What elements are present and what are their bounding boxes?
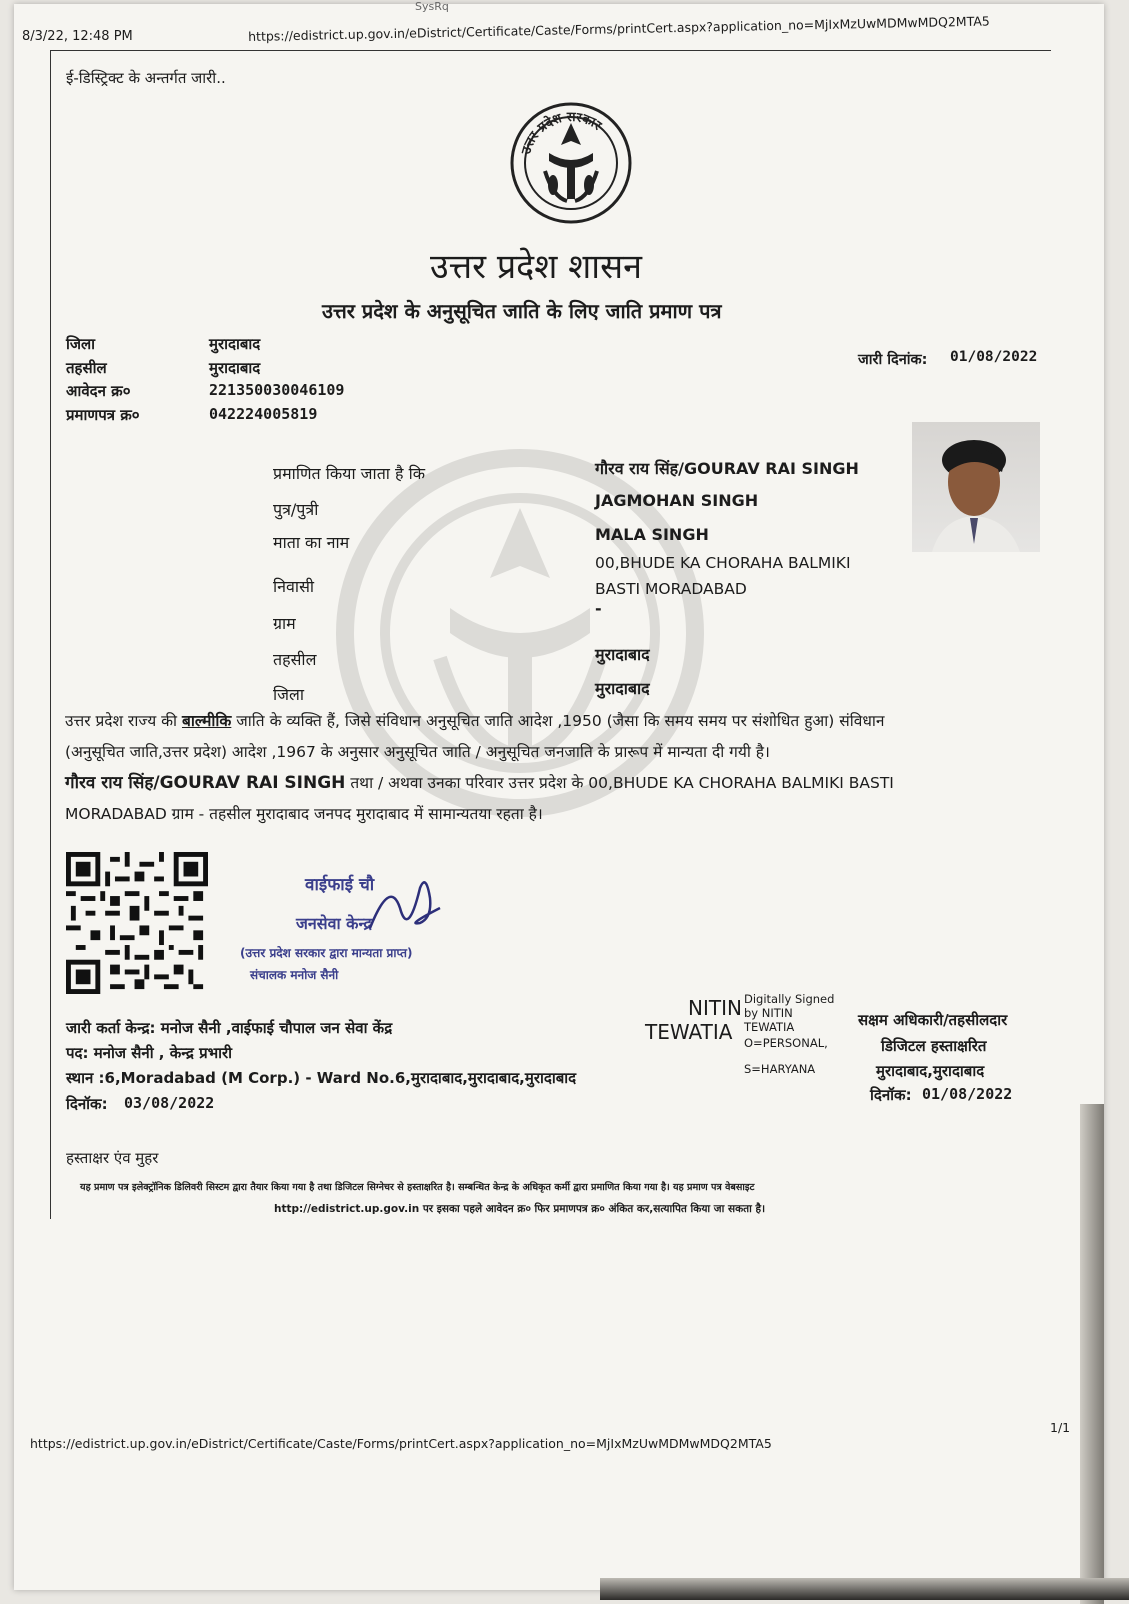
field-value-address-1: 00,BHUDE KA CHORAHA BALMIKI: [595, 554, 851, 572]
certificate-body: [65, 707, 1025, 828]
print-datetime: 8/3/22, 12:48 PM: [22, 29, 133, 44]
body-line-1: [65, 707, 1025, 735]
field-label-parent: पुत्र/पुत्री: [273, 500, 319, 519]
background-edge: [1080, 1104, 1104, 1604]
stamp-line-2: जनसेवा केन्द्र: [296, 914, 372, 933]
stamp-line-1: वाईफाई चौ: [305, 875, 375, 895]
background-edge-bottom: [600, 1578, 1129, 1600]
meta-label-district: जिला: [66, 335, 96, 353]
issuer-place: स्थान :6,Moradabad (M Corp.) - Ward No.6,मुरादाबाद,मुरादाबाद,मुरादाबाद: [66, 1069, 577, 1087]
handwritten-signature: [360, 868, 450, 948]
field-label-certified: प्रमाणित किया जाता है कि: [273, 464, 426, 483]
emblem-text-arc: [509, 101, 633, 225]
meta-label-tehsil: तहसील: [66, 359, 107, 377]
body-line-3-end: तथा / अथवा उनका परिवार उत्तर प्रदेश के 00,BHUDE KA CHORAHA BALMIKI BASTI: [345, 774, 894, 792]
print-url-footer: https://edistrict.up.gov.in/eDistrict/Certificate/Caste/Forms/printCert.aspx?application_no=MjIxMzUwMDMwMDQ2MTA5: [30, 1436, 772, 1451]
issuer-post: पद: मनोज सैनी , केन्द्र प्रभारी: [66, 1044, 233, 1062]
ds-detail-4: O=PERSONAL,: [744, 1036, 828, 1050]
authority-line-1: सक्षम अधिकारी/तहसीलदार: [858, 1011, 1008, 1029]
body-line-4: MORADABAD ग्राम - तहसील मुरादाबाद जनपद मुरादाबाद में सामान्यतया रहता है।: [65, 805, 543, 823]
applicant-photo: [912, 422, 1040, 552]
field-label-mother: माता का नाम: [273, 533, 350, 552]
certificate-title: उत्तर प्रदेश के अनुसूचित जाति के लिए जाति प्रमाण पत्र: [322, 299, 722, 323]
issue-date: 01/08/2022: [950, 349, 1038, 365]
field-label-resident: निवासी: [273, 577, 315, 596]
body-applicant-name: गौरव राय सिंह/GOURAV RAI SINGH: [65, 773, 346, 793]
ds-name-line-2: TEWATIA: [645, 1020, 733, 1044]
stamp-line-4: संचालक मनोज सैनी: [250, 968, 339, 982]
ds-detail-1: Digitally Signed: [744, 992, 835, 1006]
field-value-address-2: BASTI MORADABAD: [595, 580, 747, 598]
body-line-2: (अनुसूचित जाति,उत्तर प्रदेश) आदेश ,1967 के अनुसार अनुसूचित जाति / अनुसूचित जनजाति के प्रारूप में मान्यता दी गयी है।: [65, 743, 770, 761]
footer-note-line-1: यह प्रमाण पत्र इलेक्ट्रॉनिक डिलिवरी सिस्टम द्वारा तैयार किया गया है तथा डिजिटल सिग्नेचर से हस्ताक्षरित है। सम्बन्धित केन्द्र के अधिकृत कर्मी द्वारा प्रमाणित किया गया है। यह प्रमाण पत्र वेबसाइट: [80, 1182, 755, 1193]
body-line-1-start: उत्तर प्रदेश राज्य की: [65, 712, 182, 730]
footer-note-line-2: http://edistrict.up.gov.in पर इसका पहले आवेदन क्र० फिर प्रमाणपत्र क्र० अंकित कर,सत्यापित किया जा सकता है।: [274, 1203, 766, 1215]
ds-detail-5: S=HARYANA: [744, 1062, 816, 1076]
issuer-date: 03/08/2022: [124, 1094, 215, 1112]
ds-name-line-1: NITIN: [688, 996, 742, 1020]
field-label-tehsil: तहसील: [273, 650, 317, 669]
meta-value-certificate-no: 042224005819: [209, 405, 318, 423]
field-value-mother: MALA SINGH: [595, 525, 709, 544]
meta-value-tehsil: मुरादाबाद: [209, 359, 261, 377]
caste-name: बाल्मीकि: [181, 712, 232, 730]
body-line-1-end: जाति के व्यक्ति हैं, जिसे संविधान अनुसूचित जाति आदेश ,1950 (जैसा कि समय समय पर संशोधित हुआ) संविधान: [231, 712, 885, 730]
authority-date: 01/08/2022: [922, 1085, 1013, 1103]
meta-label-certificate-no: प्रमाणपत्र क्र०: [66, 406, 140, 424]
issued-under: ई-डिस्ट्रिक्ट के अन्तर्गत जारी..: [66, 69, 226, 87]
issue-date-label: जारी दिनांक:: [858, 352, 928, 368]
issuer-date-label: दिनॉक:: [66, 1095, 108, 1113]
field-value-village: -: [595, 599, 602, 618]
meta-label-application-no: आवेदन क्र०: [66, 382, 131, 400]
stamp-line-3: (उत्तर प्रदेश सरकार द्वारा मान्यता प्राप्त): [240, 946, 413, 960]
government-heading: उत्तर प्रदेश शासन: [430, 247, 642, 287]
ds-detail-3: TEWATIA: [744, 1020, 795, 1034]
qr-code: [66, 852, 208, 994]
issuer-center: जारी कर्ता केन्द्र: मनोज सैनी ,वाईफाई चौपाल जन सेवा केंद्र: [66, 1019, 393, 1037]
authority-line-2: डिजिटल हस्ताक्षरित: [881, 1037, 987, 1055]
print-url-header: https://edistrict.up.gov.in/eDistrict/Certificate/Caste/Forms/printCert.aspx?application_no=MjIxMzUwMDMwMDQ2MTA5: [248, 13, 990, 44]
svg-text:उत्तर प्रदेश सरकार: [519, 110, 605, 157]
top-fragment: SysRq: [415, 0, 449, 13]
meta-value-district: मुरादाबाद: [209, 335, 261, 353]
field-label-district: जिला: [273, 685, 305, 704]
authority-line-3: मुरादाबाद,मुरादाबाद: [876, 1062, 985, 1080]
field-value-father: JAGMOHAN SINGH: [595, 491, 759, 510]
field-value-district: मुरादाबाद: [595, 679, 650, 698]
field-value-name: गौरव राय सिंह/GOURAV RAI SINGH: [595, 459, 859, 478]
authority-date-label: दिनॉक:: [870, 1086, 912, 1104]
field-value-tehsil: मुरादाबाद: [595, 645, 650, 664]
ds-detail-2: by NITIN: [744, 1006, 793, 1020]
meta-value-application-no: 221350030046109: [209, 381, 345, 399]
field-label-village: ग्राम: [273, 614, 296, 633]
page-number: 1/1: [1050, 1420, 1071, 1435]
sign-and-seal: हस्ताक्षर एंव मुहर: [66, 1149, 159, 1167]
body-line-3: [65, 769, 1025, 797]
emblem-text: उत्तर प्रदेश सरकार: [519, 109, 604, 157]
